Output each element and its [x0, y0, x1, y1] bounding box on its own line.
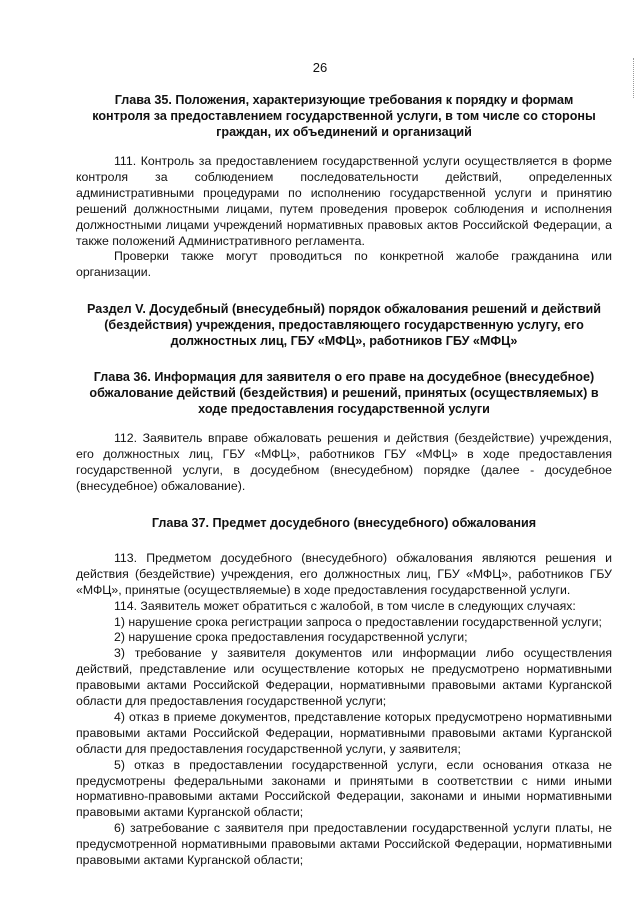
list-item-1: 1) нарушение срока регистрации запроса о предоставлении государственной услуги;: [114, 614, 602, 629]
paragraph-113: 113. Предметом досудебного (внесудебного) обжалования являются решения и действия (бездействие) учреждения, его должностных лиц, ГБУ «МФЦ», работников ГБУ «МФЦ», принятые (осуществляемые) в ходе предоставления государственной услуги.: [76, 550, 612, 597]
page-number: 26: [312, 60, 328, 75]
edge-mark: [632, 58, 634, 98]
document-body: [76, 92, 612, 869]
paragraph-111-inspections: Проверки также могут проводиться по конкретной жалобе гражданина или организации.: [76, 249, 612, 280]
list-item-6: 6) затребование с заявителя при предоставлении государственной услуги платы, не предусмотренной нормативными правовыми актами Российской Федерации, нормативными правовыми актами Курганской области;: [76, 821, 612, 868]
list-item-2: 2) нарушение срока предоставления государственной услуги;: [114, 630, 468, 645]
chapter-35-heading: Глава 35. Положения, характеризующие требования к порядку и формам контроля за предоставлением государственной услуги, в том числе со стороны граждан, их объединений и организаций: [92, 93, 596, 139]
chapter-37-heading: Глава 37. Предмет досудебного (внесудебного) обжалования: [151, 515, 537, 530]
list-item-5: 5) отказ в предоставлении государственной услуги, если основания отказа не предусмотрены федеральными законами и принятыми в соответствии с ними иными нормативно-правовыми актами Российской Федерации, законами и иными нормативными правовыми актами Курганской области;: [76, 757, 612, 820]
paragraph-114: 114. Заявитель может обратиться с жалобой, в том числе в следующих случаях:: [114, 598, 576, 613]
paragraph-112: 112. Заявитель вправе обжаловать решения и действия (бездействие) учреждения, его должностных лиц, ГБУ «МФЦ», работников ГБУ «МФЦ» в ходе предоставления государственной услуги, в досудебном (внесудебном) порядке (далее - досудебное (внесудебное) обжалование).: [76, 431, 612, 493]
paragraph-111: 111. Контроль за предоставлением государственной услуги осуществляется в форме контроля за соблюдением последовательности действий, определенных административными процедурами по исполнению государственной услуги и принятию решений должностными лицами, путем проведения проверок соблюдения и исполнения должностными лицами учреждений нормативных правовых актов Российской Федерации, а также положений Административного регламента.: [76, 154, 612, 248]
chapter-36-heading: Глава 36. Информация для заявителя о его праве на досудебное (внесудебное) обжалование действий (бездействия) и решений, принятых (осуществляемых) в ходе предоставления государственной услуги: [89, 370, 599, 417]
section-5-heading: Раздел V. Досудебный (внесудебный) порядок обжалования решений и действий (бездействия) учреждения, предоставляющего государственную услугу, его должностных лиц, ГБУ «МФЦ», работников ГБУ «МФЦ»: [87, 302, 601, 349]
list-item-4: 4) отказ в приеме документов, представление которых предусмотрено нормативными правовыми актами Российской Федерации, нормативными правовыми актами Курганской области для предоставления государственной услуги, у заявителя;: [76, 709, 612, 756]
list-item-3: 3) требование у заявителя документов или информации либо осуществления действий, представление или осуществление которых не предусмотрено нормативными правовыми актами Российской Федерации, нормативными правовыми актами Курганской области для предоставления государственной услуги;: [76, 646, 612, 709]
